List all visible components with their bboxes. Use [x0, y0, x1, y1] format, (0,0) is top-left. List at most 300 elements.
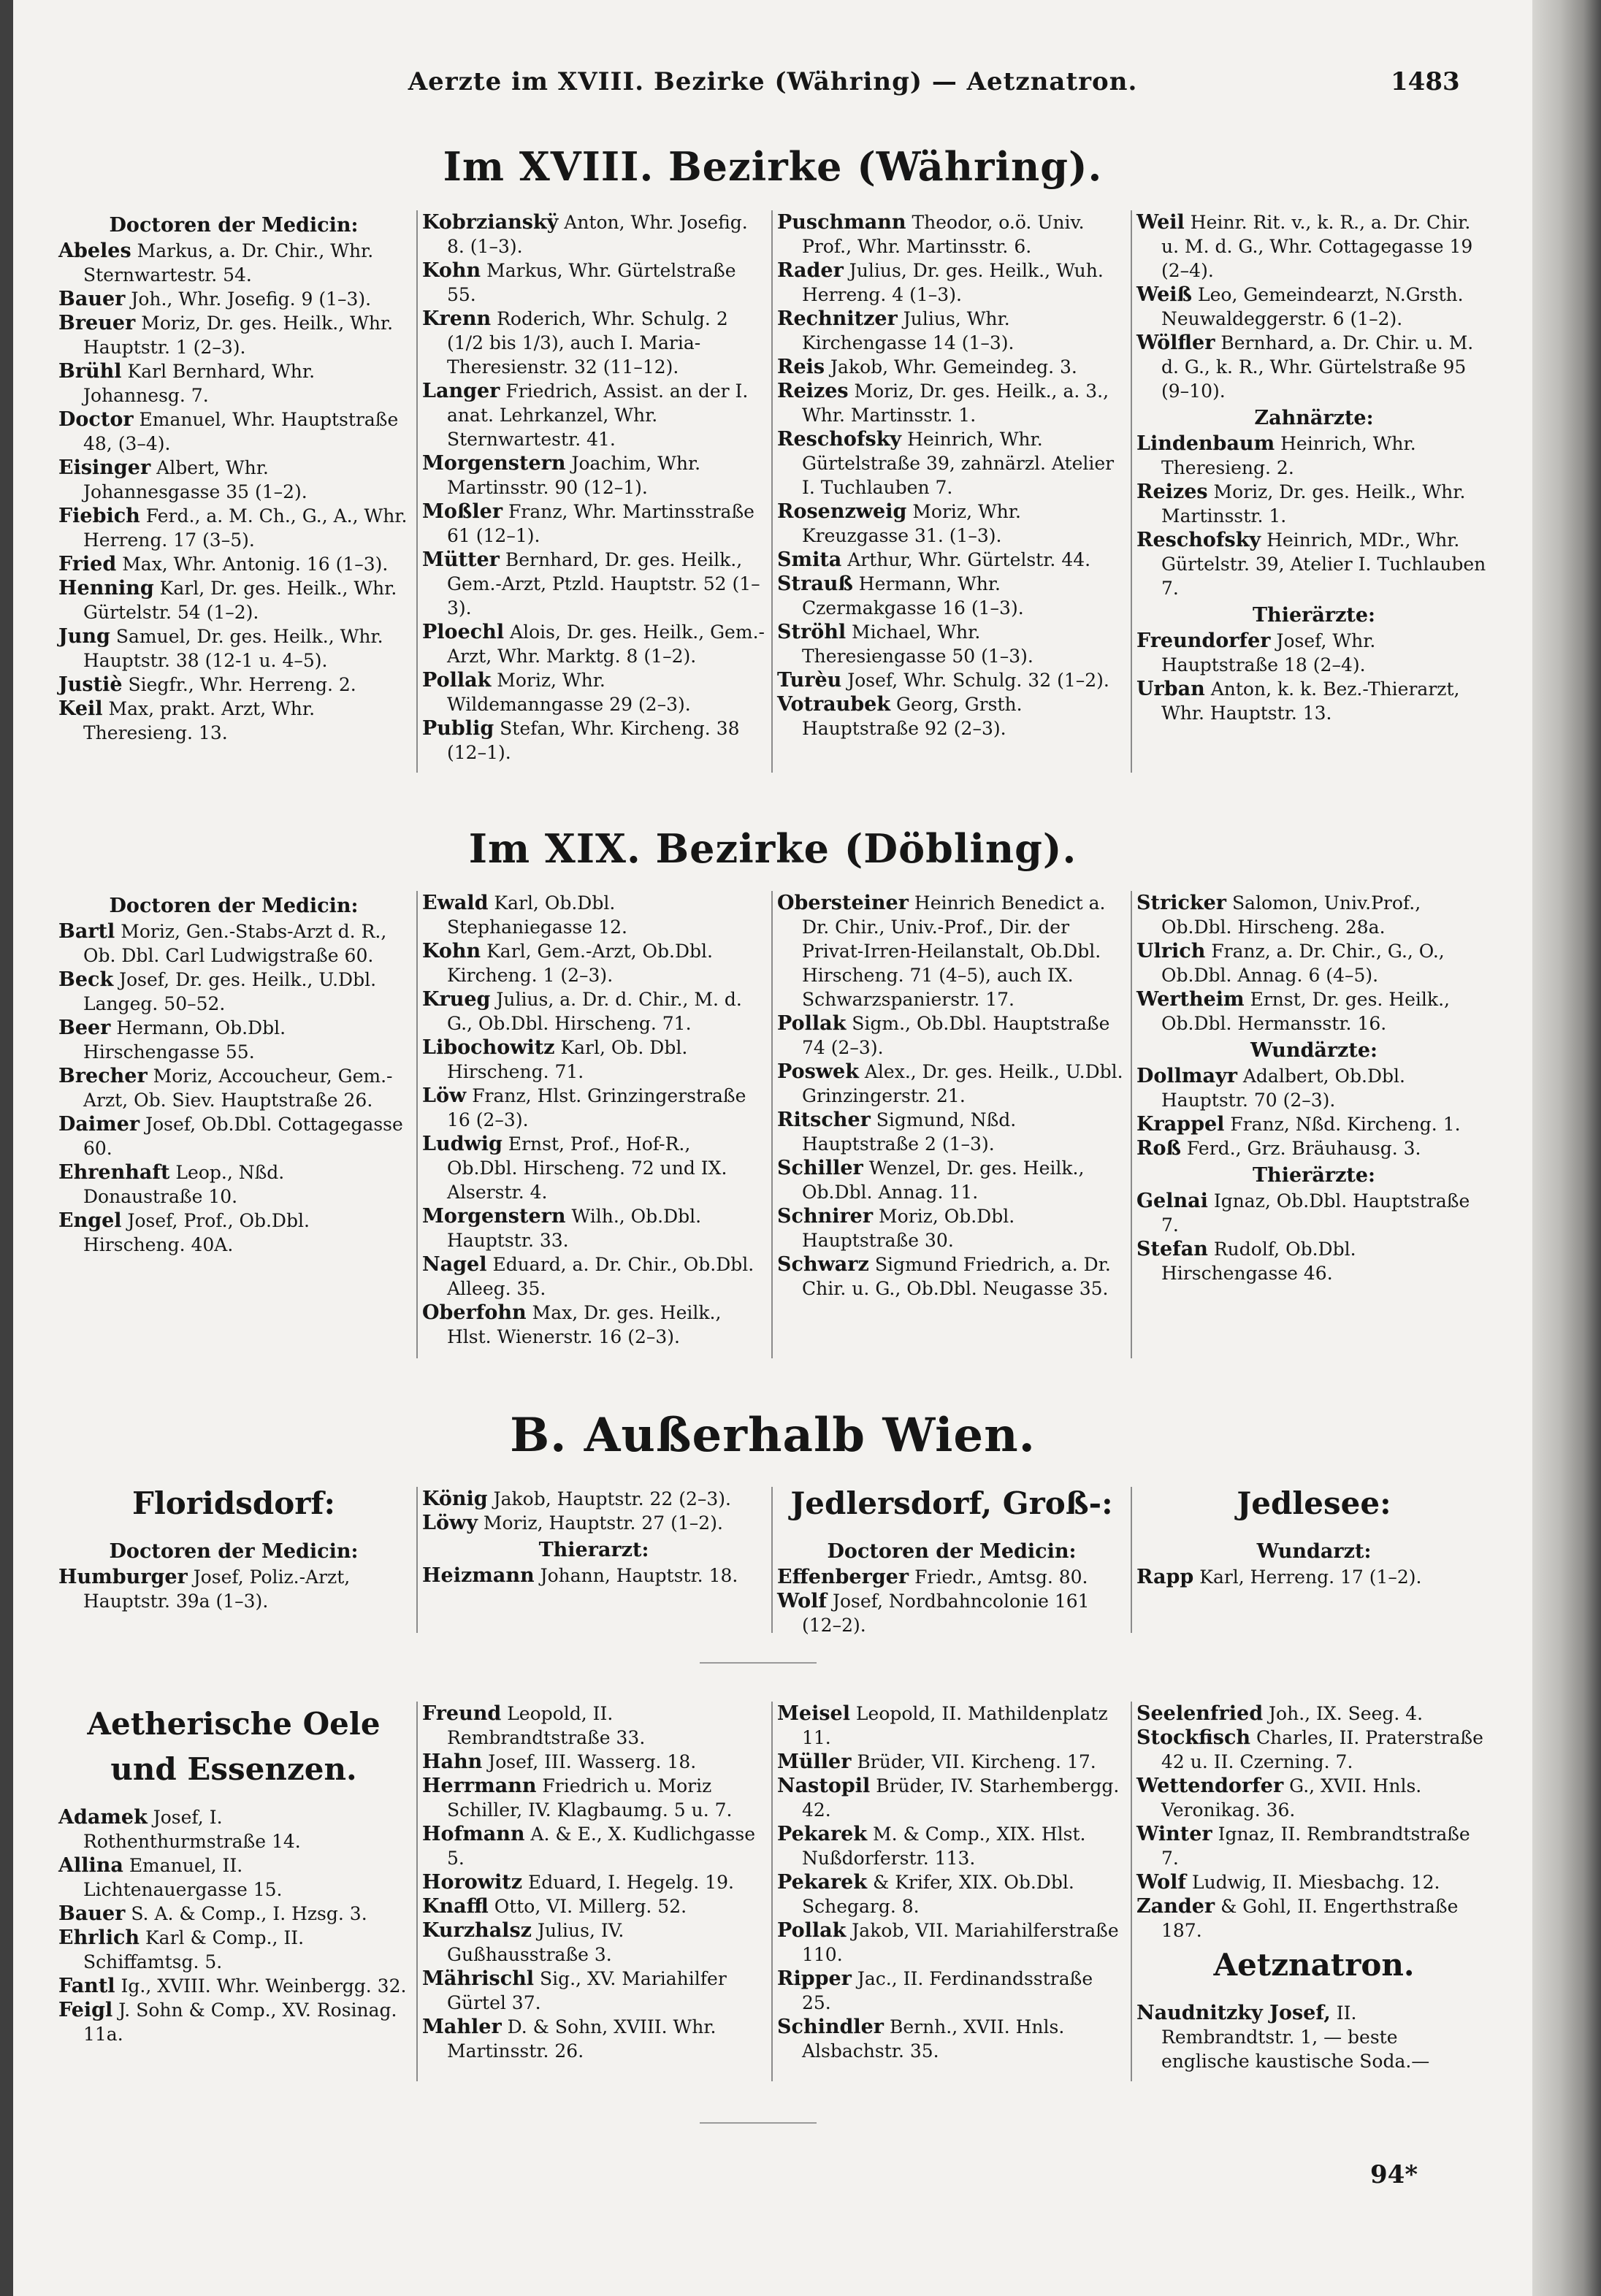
locality-heading: Aetherische Oele und Essenzen.	[87, 1706, 381, 1787]
entry-name: Humburger	[58, 1566, 188, 1588]
oele-column-2	[422, 1702, 765, 2063]
column-divider	[771, 1487, 773, 1633]
entry-name: Bartl	[58, 920, 115, 943]
directory-entry	[58, 552, 409, 576]
column-divider	[771, 210, 773, 773]
directory-entry	[777, 1967, 1126, 2015]
directory-entry	[777, 1774, 1126, 1822]
entry-name: Kohn	[422, 259, 481, 282]
entry-details: Moriz, Dr. ges. Heilk., Whr. Martinsstr. 1.	[1161, 481, 1466, 527]
entry-name: Rader	[777, 259, 844, 282]
directory-entry	[1136, 1774, 1491, 1822]
directory-entry	[422, 1487, 765, 1511]
entry-name: Adamek	[58, 1806, 148, 1829]
entry-name: Jung	[58, 625, 110, 648]
entry-name: Morgenstern	[422, 452, 566, 475]
entry-details: Karl Bernhard, Whr. Johannesg. 7.	[83, 361, 316, 406]
directory-entry	[422, 1967, 765, 2015]
entry-name: Heizmann	[422, 1564, 535, 1587]
entry-details: Moriz, Whr. Kreuzgasse 31. (1–3).	[802, 501, 1021, 546]
directory-entry	[1136, 210, 1491, 283]
entry-details: Jac., II. Ferdinandsstraße 25.	[802, 1968, 1093, 2013]
entry-details: Josef, III. Wasserg. 18.	[488, 1751, 697, 1772]
directory-entry	[422, 939, 765, 987]
entry-name: Wertheim	[1136, 988, 1245, 1011]
entry-name: Breuer	[58, 312, 136, 334]
entry-details: & Krifer, XIX. Ob.Dbl. Schegarg. 8.	[802, 1872, 1074, 1917]
entry-name: Mahler	[422, 2016, 502, 2038]
oele-column-4	[1136, 1702, 1491, 2073]
xviii-column-1	[58, 210, 409, 745]
directory-entry	[1136, 1136, 1491, 1160]
section-title-ausserhalb: B. Außerhalb Wien.	[510, 1408, 1036, 1463]
entry-details: Otto, VI. Millerg. 52.	[494, 1896, 687, 1917]
entry-name: Schnirer	[777, 1205, 874, 1228]
entry-details: Rudolf, Ob.Dbl. Hirschengasse 46.	[1161, 1239, 1356, 1284]
directory-entry	[422, 2015, 765, 2063]
entry-name: Meisel	[777, 1702, 850, 1725]
entry-name: Naudnitzky Josef,	[1136, 2002, 1331, 2024]
directory-entry	[777, 668, 1126, 692]
entry-details: Arthur, Whr. Gürtelstr. 44.	[847, 549, 1091, 570]
entry-details: Karl, Herreng. 17 (1–2).	[1199, 1566, 1422, 1588]
entry-name: Mährischl	[422, 1967, 535, 1990]
entry-details: Josef, Whr. Schulg. 32 (1–2).	[847, 670, 1109, 691]
entry-name: Pollak	[777, 1012, 847, 1035]
category-heading: Doctoren der Medicin:	[827, 1540, 1077, 1563]
entry-name: Effenberger	[777, 1566, 909, 1588]
directory-entry	[58, 1160, 409, 1209]
entry-name: Allina	[58, 1854, 123, 1877]
directory-entry	[777, 1204, 1126, 1252]
entry-details: Heinrich, Whr. Gürtelstraße 39, zahnärzl. Atelier I. Tuchlauben 7.	[802, 429, 1115, 498]
entry-details: Hermann, Ob.Dbl. Hirschengasse 55.	[83, 1017, 286, 1063]
entry-details: Karl, Ob.Dbl. Stephaniegasse 12.	[447, 892, 627, 938]
entry-name: Bauer	[58, 288, 126, 310]
entry-details: Stefan, Whr. Kircheng. 38 (12–1).	[447, 718, 740, 763]
directory-entry	[422, 1132, 765, 1204]
entry-details: Roderich, Whr. Schulg. 2 (1/2 bis 1/3), auch I. Maria-Theresienstr. 32 (11–12).	[447, 308, 728, 378]
category-heading: Doctoren der Medicin:	[109, 1540, 359, 1563]
entry-details: Karl, Gem.-Arzt, Ob.Dbl. Kircheng. 1 (2–3).	[447, 941, 713, 986]
entry-details: Wilh., Ob.Dbl. Hauptstr. 33.	[447, 1206, 702, 1251]
entry-name: Kurzhalsz	[422, 1919, 532, 1942]
entry-name: Urban	[1136, 678, 1205, 700]
section-title-xviii: Im XVIII. Bezirke (Währing).	[443, 143, 1103, 190]
entry-details: Leopold, II. Mathildenplatz 11.	[802, 1703, 1108, 1748]
entry-details: Leop., Nßd. Donaustraße 10.	[83, 1162, 285, 1207]
entry-name: Pollak	[777, 1919, 847, 1942]
directory-entry	[777, 891, 1126, 1011]
directory-entry	[777, 692, 1126, 741]
entry-details: Josef, I. Rothenthurmstraße 14.	[83, 1807, 301, 1852]
section-title-xix: Im XIX. Bezirke (Döbling).	[468, 825, 1077, 872]
entry-details: Georg, Grsth. Hauptstraße 92 (2–3).	[802, 694, 1023, 739]
category-heading: Doctoren der Medicin:	[109, 214, 359, 237]
directory-entry	[58, 624, 409, 673]
entry-details: Ig., XVIII. Whr. Weinbergg. 32.	[121, 1975, 407, 1997]
directory-entry	[422, 1750, 765, 1774]
xix-column-4	[1136, 891, 1491, 1285]
entry-name: Rechnitzer	[777, 307, 898, 330]
entry-details: Joh., IX. Seeg. 4.	[1269, 1703, 1424, 1724]
entry-name: Reizes	[1136, 481, 1208, 503]
directory-entry	[777, 259, 1126, 307]
entry-details: Joachim, Whr. Martinsstr. 90 (12–1).	[447, 453, 701, 498]
entry-name: Oberfohn	[422, 1301, 527, 1324]
directory-entry	[777, 1108, 1126, 1156]
entry-details: Julius, Dr. ges. Heilk., Wuh. Herreng. 4 (1–3).	[802, 260, 1104, 305]
entry-details: Markus, a. Dr. Chir., Whr. Sternwartestr. 54.	[83, 240, 374, 286]
directory-entry	[422, 668, 765, 716]
entry-details: Adalbert, Ob.Dbl. Hauptstr. 70 (2–3).	[1161, 1065, 1405, 1111]
category-heading: Thierarzt:	[538, 1539, 649, 1561]
directory-entry	[777, 1918, 1126, 1967]
directory-entry	[422, 620, 765, 668]
entry-details: Josef, Whr. Hauptstraße 18 (2–4).	[1161, 630, 1376, 676]
entry-name: Votraubek	[777, 693, 891, 716]
footer-signature: 94*	[1370, 2160, 1418, 2189]
entry-details: Theodor, o.ö. Univ. Prof., Whr. Martinsstr. 6.	[802, 212, 1085, 257]
directory-entry	[422, 451, 765, 500]
entry-name: Krappel	[1136, 1113, 1225, 1136]
entry-name: Reschofsky	[1136, 529, 1261, 551]
entry-name: Morgenstern	[422, 1205, 566, 1228]
locality-heading: Aetznatron.	[1213, 1947, 1415, 1983]
entry-details: Siegfr., Whr. Herreng. 2.	[128, 674, 356, 695]
entry-name: Nastopil	[777, 1775, 871, 1797]
entry-details: Friedrich u. Moriz Schiller, IV. Klagbaumg. 5 u. 7.	[447, 1775, 733, 1821]
entry-details: Friedrich, Assist. an der I. anat. Lehrkanzel, Whr. Sternwartestr. 41.	[447, 380, 749, 450]
entry-details: Josef, Dr. ges. Heilk., U.Dbl. Langeg. 50–52.	[83, 969, 377, 1014]
entry-details: Joh., Whr. Josefig. 9 (1–3).	[131, 288, 372, 310]
entry-details: Franz, Hlst. Grinzingerstraße 16 (2–3).	[447, 1085, 746, 1130]
entry-details: Sigm., Ob.Dbl. Hauptstraße 74 (2–3).	[802, 1013, 1110, 1058]
entry-details: Sigmund, Nßd. Hauptstraße 2 (1–3).	[802, 1109, 1017, 1155]
entry-details: Hermann, Whr. Czermakgasse 16 (1–3).	[802, 573, 1024, 619]
directory-entry	[1136, 1822, 1491, 1870]
directory-entry	[777, 1750, 1126, 1774]
directory-entry	[422, 1511, 765, 1535]
directory-entry	[58, 1016, 409, 1064]
entry-details: Sigmund Friedrich, a. Dr. Chir. u. G., Ob.Dbl. Neugasse 35.	[802, 1254, 1111, 1299]
entry-name: Freundorfer	[1136, 630, 1271, 652]
oele-column-3	[777, 1702, 1126, 2063]
entry-details: Max, prakt. Arzt, Whr. Theresieng. 13.	[83, 698, 316, 743]
entry-name: Weil	[1136, 211, 1185, 234]
entry-name: Ludwig	[422, 1133, 503, 1155]
directory-entry	[1136, 283, 1491, 331]
directory-entry	[1136, 629, 1491, 677]
entry-details: Moriz, Accoucheur, Gem.-Arzt, Ob. Siev. Hauptstraße 26.	[83, 1065, 393, 1111]
locality-heading: Floridsdorf:	[132, 1485, 335, 1521]
entry-details: Alois, Dr. ges. Heilk., Gem.-Arzt, Whr. Marktg. 8 (1–2).	[447, 621, 765, 667]
directory-entry	[422, 259, 765, 307]
directory-entry	[58, 697, 409, 745]
entry-name: Reis	[777, 356, 825, 378]
entry-details: Alex., Dr. ges. Heilk., U.Dbl. Grinzingerstr. 21.	[802, 1061, 1123, 1106]
entry-name: Wettendorfer	[1136, 1775, 1284, 1797]
entry-details: Ferd., Grz. Bräuhausg. 3.	[1186, 1138, 1421, 1159]
entry-name: Stricker	[1136, 892, 1227, 914]
entry-details: Karl & Comp., II. Schiffamtsg. 5.	[83, 1927, 305, 1972]
entry-details: Markus, Whr. Gürtelstraße 55.	[447, 260, 736, 305]
directory-entry	[1136, 528, 1491, 600]
xix-column-3	[777, 891, 1126, 1301]
directory-entry	[1136, 1702, 1491, 1726]
entry-name: Eisinger	[58, 456, 151, 479]
directory-entry	[422, 1918, 765, 1967]
entry-name: Roß	[1136, 1137, 1181, 1160]
entry-details: Friedr., Amtsg. 80.	[914, 1566, 1088, 1588]
column-divider	[1131, 1487, 1132, 1633]
directory-entry	[1136, 2001, 1491, 2073]
entry-details: Franz, Whr. Martinsstraße 61 (12–1).	[447, 501, 754, 546]
entry-details: Karl, Ob. Dbl. Hirscheng. 71.	[447, 1037, 688, 1082]
entry-name: König	[422, 1488, 488, 1510]
entry-details: G., XVII. Hnls. Veronikag. 36.	[1161, 1775, 1422, 1821]
directory-entry	[422, 1822, 765, 1870]
entry-name: Publig	[422, 717, 494, 740]
entry-name: Justiè	[58, 673, 123, 696]
entry-details: Franz, Nßd. Kircheng. 1.	[1230, 1114, 1461, 1135]
entry-name: Strauß	[777, 573, 853, 595]
column-divider	[416, 1702, 418, 2081]
entry-details: Jakob, Whr. Gemeindeg. 3.	[830, 356, 1077, 378]
directory-entry	[422, 210, 765, 259]
entry-details: Ernst, Prof., Hof-R., Ob.Dbl. Hirscheng. 72 und IX. Alserstr. 4.	[447, 1133, 727, 1203]
entry-name: Hofmann	[422, 1823, 525, 1845]
directory-entry	[1136, 1870, 1491, 1894]
entry-name: Schiller	[777, 1157, 863, 1179]
entry-details: M. & Comp., XIX. Hlst. Nußdorferstr. 113.	[802, 1824, 1086, 1869]
entry-details: Brüder, IV. Starhembergg. 42.	[802, 1775, 1120, 1821]
entry-name: Turèu	[777, 669, 842, 692]
directory-entry	[58, 407, 409, 456]
entry-name: Beck	[58, 968, 114, 991]
directory-entry	[422, 379, 765, 451]
entry-details: Josef, Poliz.-Arzt, Hauptstr. 39a (1–3).	[83, 1566, 351, 1612]
entry-details: Michael, Whr. Theresiengasse 50 (1–3).	[802, 621, 1033, 667]
entry-details: Julius, Whr. Kirchengasse 14 (1–3).	[802, 308, 1015, 353]
running-head: Aerzte im XVIII. Bezirke (Währing) — Aetznatron.	[408, 67, 1138, 96]
directory-entry	[58, 239, 409, 287]
entry-name: Wolf	[1136, 1871, 1187, 1894]
section-rule	[700, 1662, 817, 1664]
entry-details: Franz, a. Dr. Chir., G., O., Ob.Dbl. Annag. 6 (4–5).	[1161, 941, 1445, 986]
entry-name: Abeles	[58, 240, 131, 262]
entry-details: Charles, II. Praterstraße 42 u. II. Czerning. 7.	[1161, 1727, 1483, 1772]
column-divider	[1131, 1702, 1132, 2081]
directory-entry	[58, 359, 409, 407]
entry-details: Moriz, Dr. ges. Heilk., a. 3., Whr. Martinsstr. 1.	[802, 380, 1109, 426]
entry-name: Ploechl	[422, 621, 505, 643]
entry-details: Leopold, II. Rembrandtstraße 33.	[447, 1703, 646, 1748]
entry-name: Poswek	[777, 1060, 859, 1083]
directory-entry	[422, 1301, 765, 1349]
directory-entry	[1136, 1237, 1491, 1285]
entry-details: Moriz, Ob.Dbl. Hauptstraße 30.	[802, 1206, 1015, 1251]
book-page-edge	[1532, 0, 1601, 2296]
entry-name: Ulrich	[1136, 940, 1206, 963]
directory-entry	[777, 379, 1126, 427]
entry-details: Julius, a. Dr. d. Chir., M. d. G., Ob.Dbl. Hirscheng. 71.	[447, 989, 742, 1034]
entry-details: Heinrich, Whr. Theresieng. 2.	[1161, 433, 1416, 478]
entry-details: Samuel, Dr. ges. Heilk., Whr. Hauptstr. 38 (12-1 u. 4–5).	[83, 626, 383, 671]
entry-name: Krueg	[422, 988, 491, 1011]
entry-name: Seelenfried	[1136, 1702, 1264, 1725]
entry-details: Karl, Dr. ges. Heilk., Whr. Gürtelstr. 54 (1–2).	[83, 578, 397, 623]
entry-name: Löwy	[422, 1512, 478, 1534]
directory-entry	[777, 307, 1126, 355]
entry-name: Stefan	[1136, 1238, 1208, 1260]
entry-name: Brecher	[58, 1065, 148, 1087]
entry-details: Wenzel, Dr. ges. Heilk., Ob.Dbl. Annag. 11.	[802, 1157, 1085, 1203]
directory-entry	[58, 968, 409, 1016]
directory-entry	[777, 572, 1126, 620]
entry-details: Jakob, Hauptstr. 22 (2–3).	[493, 1488, 731, 1509]
directory-entry	[777, 500, 1126, 548]
entry-details: Bernhard, Dr. ges. Heilk., Gem.-Arzt, Ptzld. Hauptstr. 52 (1–3).	[447, 549, 760, 619]
b-column-1	[58, 1481, 409, 1613]
entry-name: Langer	[422, 380, 500, 402]
entry-name: Gelnai	[1136, 1190, 1208, 1212]
category-heading: Wundärzte:	[1250, 1039, 1378, 1062]
entry-details: Sig., XV. Mariahilfer Gürtel 37.	[447, 1968, 727, 2013]
directory-entry	[58, 1805, 409, 1853]
directory-entry	[58, 1853, 409, 1902]
entry-name: Horowitz	[422, 1871, 523, 1894]
directory-entry	[422, 307, 765, 379]
entry-details: Brüder, VII. Kircheng. 17.	[857, 1751, 1096, 1772]
column-divider	[1131, 210, 1132, 773]
directory-entry	[58, 1064, 409, 1112]
entry-name: Moßler	[422, 500, 503, 523]
entry-details: Heinr. Rit. v., k. R., a. Dr. Chir. u. M. d. G., Whr. Cottagegasse 19 (2–4).	[1161, 212, 1473, 281]
directory-entry	[777, 1565, 1126, 1589]
directory-entry	[777, 620, 1126, 668]
entry-details: D. & Sohn, XVIII. Whr. Martinsstr. 26.	[447, 2016, 717, 2062]
directory-entry	[777, 1156, 1126, 1204]
entry-details: Heinrich, MDr., Whr. Gürtelstr. 39, Atelier I. Tuchlauben 7.	[1161, 529, 1486, 599]
entry-details: II. Rembrandtstr. 1, — beste englische kaustische Soda.—	[1161, 2002, 1430, 2072]
directory-entry	[1136, 1112, 1491, 1136]
directory-entry	[777, 548, 1126, 572]
entry-name: Winter	[1136, 1823, 1212, 1845]
directory-entry	[1136, 331, 1491, 403]
entry-name: Fried	[58, 553, 117, 575]
b-column-3	[777, 1481, 1126, 1637]
directory-entry	[58, 1902, 409, 1926]
directory-entry	[1136, 480, 1491, 528]
entry-details: Bernhard, a. Dr. Chir. u. M. d. G., k. R., Whr. Gürtelstraße 95 (9–10).	[1161, 332, 1474, 402]
directory-entry	[58, 1112, 409, 1160]
directory-entry	[422, 500, 765, 548]
entry-details: Max, Whr. Antonig. 16 (1–3).	[122, 554, 389, 575]
entry-name: Pekarek	[777, 1823, 868, 1845]
directory-entry	[777, 1702, 1126, 1750]
entry-name: Reizes	[777, 380, 849, 402]
entry-name: Henning	[58, 577, 154, 600]
entry-details: Johann, Hauptstr. 18.	[540, 1565, 738, 1586]
entry-name: Engel	[58, 1209, 122, 1232]
directory-entry	[1136, 1894, 1491, 1943]
entry-name: Bauer	[58, 1902, 126, 1925]
directory-entry	[58, 456, 409, 504]
directory-entry	[777, 1060, 1126, 1108]
directory-entry	[777, 355, 1126, 379]
entry-details: Bernh., XVII. Hnls. Alsbachstr. 35.	[802, 2016, 1065, 2062]
directory-entry	[422, 1564, 765, 1588]
directory-entry	[1136, 1726, 1491, 1774]
entry-details: Eduard, I. Hegelg. 19.	[528, 1872, 734, 1893]
directory-entry	[777, 210, 1126, 259]
entry-details: S. A. & Comp., I. Hzsg. 3.	[131, 1903, 367, 1924]
entry-details: A. & E., X. Kudlichgasse 5.	[447, 1824, 756, 1869]
entry-name: Hahn	[422, 1750, 483, 1773]
entry-details: Anton, Whr. Josefig. 8. (1–3).	[447, 212, 748, 257]
entry-details: Jakob, VII. Mariahilferstraße 110.	[802, 1920, 1119, 1965]
entry-name: Beer	[58, 1017, 111, 1039]
entry-details: J. Sohn & Comp., XV. Rosinag. 11a.	[83, 2000, 397, 2045]
entry-name: Pollak	[422, 669, 492, 692]
entry-details: Moriz, Whr. Wildemanngasse 29 (2–3).	[447, 670, 691, 715]
entry-name: Weiß	[1136, 283, 1193, 306]
entry-name: Keil	[58, 697, 103, 720]
entry-name: Ritscher	[777, 1109, 871, 1131]
directory-entry	[58, 504, 409, 552]
directory-entry	[58, 1209, 409, 1257]
directory-entry	[422, 1870, 765, 1894]
column-divider	[416, 1487, 418, 1633]
entry-name: Obersteiner	[777, 892, 909, 914]
entry-name: Freund	[422, 1702, 502, 1725]
directory-entry	[777, 1870, 1126, 1918]
b-column-2	[422, 1487, 765, 1588]
directory-entry	[422, 1702, 765, 1750]
directory-entry	[777, 1822, 1126, 1870]
category-heading: Thierärzte:	[1252, 1164, 1376, 1187]
entry-details: Ignaz, II. Rembrandtstraße 7.	[1161, 1824, 1470, 1869]
entry-details: Max, Dr. ges. Heilk., Hlst. Wienerstr. 16 (2–3).	[447, 1302, 722, 1347]
category-heading: Thierärzte:	[1252, 604, 1376, 627]
entry-name: Ehrenhaft	[58, 1161, 170, 1184]
entry-details: Emanuel, Whr. Hauptstraße 48, (3–4).	[83, 409, 399, 454]
entry-details: Albert, Whr. Johannesgasse 35 (1–2).	[83, 457, 307, 502]
column-divider	[416, 210, 418, 773]
column-divider	[1131, 891, 1132, 1358]
directory-entry	[422, 548, 765, 620]
locality-heading: Jedlersdorf, Groß-:	[790, 1485, 1113, 1521]
locality-heading: Jedlesee:	[1237, 1485, 1391, 1521]
entry-name: Feigl	[58, 1999, 113, 2021]
xix-column-1	[58, 891, 409, 1257]
entry-details: Josef, Ob.Dbl. Cottagegasse 60.	[83, 1114, 403, 1159]
entry-name: Dollmayr	[1136, 1065, 1237, 1087]
entry-details: Leo, Gemeindearzt, N.Grsth. Neuwaldeggerstr. 6 (1–2).	[1161, 284, 1464, 329]
entry-name: Knaffl	[422, 1895, 489, 1918]
entry-details: Ernst, Dr. ges. Heilk., Ob.Dbl. Hermansstr. 16.	[1161, 989, 1450, 1034]
entry-name: Ripper	[777, 1967, 852, 1990]
column-divider	[416, 891, 418, 1358]
entry-details: Salomon, Univ.Prof., Ob.Dbl. Hirscheng. 28a.	[1161, 892, 1421, 938]
directory-entry	[58, 1565, 409, 1613]
column-divider	[771, 891, 773, 1358]
directory-entry	[58, 919, 409, 968]
b-column-4	[1136, 1481, 1491, 1589]
directory-entry	[1136, 987, 1491, 1036]
entry-details: Julius, IV. Gußhausstraße 3.	[447, 1920, 624, 1965]
